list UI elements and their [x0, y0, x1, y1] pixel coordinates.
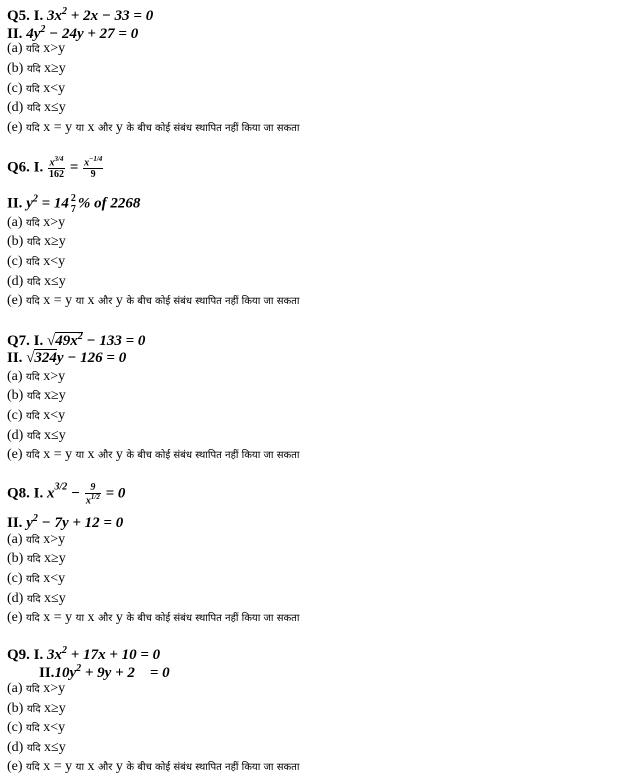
- option-text: y: [112, 120, 127, 135]
- q7-eq2: [7, 351, 126, 366]
- q5-eq1-exp: 2: [62, 6, 68, 17]
- option-yadi: यदि: [26, 704, 41, 715]
- q8-eq1-base: x: [47, 485, 55, 502]
- q5-option-c: [7, 82, 65, 96]
- q9-option-e: [7, 760, 299, 774]
- q6-lhs-fraction: [48, 156, 65, 180]
- option-relation: x≤y: [40, 428, 66, 443]
- q9-eq2-rest: + 9y + 2 = 0: [81, 665, 170, 681]
- option-letter: (e): [7, 610, 27, 625]
- q8-option-d: [7, 592, 66, 606]
- q5-option-a: [7, 42, 65, 56]
- option-yadi: यदि: [26, 103, 41, 114]
- option-relation: x>y: [39, 681, 66, 696]
- q7-eq2-radicand: 324: [34, 350, 57, 366]
- option-relation: x≤y: [40, 100, 66, 115]
- option-relation: x = y: [39, 610, 76, 625]
- q7-eq1-radicand: [55, 332, 83, 349]
- option-relation: x = y: [39, 447, 76, 462]
- q8-eq1-fraction: [85, 482, 101, 506]
- q6-lhs-num: [48, 156, 65, 169]
- option-letter: (c): [7, 254, 27, 269]
- q7-eq1-exp: 2: [77, 331, 83, 342]
- option-yadi: यदि: [26, 237, 41, 248]
- q7-option-d: [7, 429, 66, 443]
- q6-eq1: [7, 156, 104, 180]
- option-yadi: यदि: [26, 218, 40, 229]
- q5-eq2-term: 4y: [26, 26, 41, 42]
- q6-eq2-exp: 2: [32, 193, 38, 205]
- q6-option-b: [7, 235, 66, 249]
- q6-equals: =: [66, 159, 83, 176]
- sqrt-icon: √: [26, 350, 35, 366]
- q9-eq2-base: 10y: [54, 665, 77, 681]
- option-relation: x = y: [39, 120, 76, 135]
- q5-eq1-term: 3x: [47, 8, 63, 24]
- option-letter: (d): [7, 428, 27, 443]
- q6-option-d: [7, 275, 66, 289]
- q6-eq2-fraction: [70, 193, 77, 215]
- option-text: और: [98, 296, 113, 307]
- option-letter: (e): [7, 759, 27, 774]
- sqrt-icon: √: [47, 333, 56, 349]
- option-text: y: [112, 610, 127, 625]
- q7-option-a: [7, 370, 65, 384]
- q6-eq2-frac-num: 2: [70, 193, 76, 204]
- q7-eq1: [7, 332, 145, 349]
- q8-eq2-exp: 2: [32, 513, 38, 524]
- option-text: x: [84, 759, 99, 774]
- option-text: या: [75, 123, 85, 134]
- q6-rhs-base: x: [84, 157, 90, 169]
- option-relation: x>y: [39, 215, 66, 230]
- q5-eq2-exp: 2: [40, 24, 46, 35]
- option-text: के बीच कोई संबंध स्थापित नहीं किया जा सकता: [126, 123, 300, 134]
- q8-eq1-rest: = 0: [101, 485, 126, 502]
- q7-eq2-rest: y − 126 = 0: [56, 350, 127, 366]
- option-text: y: [112, 293, 127, 308]
- q7-label: Q7. I.: [7, 333, 48, 349]
- option-relation: x≤y: [40, 740, 66, 755]
- option-letter: (a): [7, 532, 27, 547]
- option-yadi: यदि: [26, 743, 41, 754]
- q5-option-b: [7, 62, 66, 76]
- option-relation: x≥y: [40, 234, 66, 249]
- q6-rhs-exp: −1/4: [89, 155, 103, 163]
- option-yadi: यदि: [26, 762, 40, 773]
- q6-eq2: [7, 193, 140, 215]
- option-text: के बीच कोई संबंध स्थापित नहीं किया जा सकता: [126, 613, 300, 624]
- q8-eq1-minus: −: [67, 485, 84, 502]
- q8-eq1-exp: 3/2: [54, 481, 68, 493]
- option-yadi: यदि: [26, 64, 41, 75]
- q8-frac-num: 9: [85, 482, 101, 494]
- option-yadi: यदि: [26, 277, 41, 288]
- option-letter: (b): [7, 234, 27, 249]
- option-yadi: यदि: [26, 723, 40, 734]
- option-yadi: यदि: [26, 684, 40, 695]
- option-relation: x≥y: [40, 61, 66, 76]
- q6-option-e: [7, 294, 299, 308]
- option-text: x: [84, 447, 99, 462]
- q9-option-d: [7, 741, 66, 755]
- q6-lhs-exp: 3/4: [54, 155, 64, 163]
- option-relation: x = y: [39, 759, 76, 774]
- q8-eq2-rest: − 7y + 12 = 0: [37, 515, 124, 531]
- q9-eq1: [7, 646, 160, 663]
- option-letter: (a): [7, 41, 27, 56]
- option-letter: (e): [7, 447, 27, 462]
- q5-eq1-rest: + 2x − 33 = 0: [67, 8, 154, 24]
- option-yadi: यदि: [26, 574, 40, 585]
- q5-eq2-label: II.: [7, 26, 27, 42]
- q6-lhs-base: x: [49, 157, 55, 169]
- q6-rhs-num: [83, 156, 103, 169]
- option-letter: (b): [7, 61, 27, 76]
- q9-eq2-exp: 2: [76, 663, 82, 674]
- q7-eq1-rest: − 133 = 0: [82, 333, 146, 349]
- option-letter: (d): [7, 100, 27, 115]
- option-letter: (c): [7, 81, 27, 96]
- q8-label: Q8. I.: [7, 485, 48, 502]
- option-text: और: [98, 450, 113, 461]
- q8-option-c: [7, 572, 65, 586]
- q8-option-e: [7, 611, 299, 625]
- q9-eq1-base: 3x: [47, 647, 63, 663]
- q9-option-c: [7, 721, 65, 735]
- option-relation: x = y: [39, 293, 76, 308]
- option-letter: (d): [7, 740, 27, 755]
- option-letter: (c): [7, 571, 27, 586]
- option-text: या: [75, 450, 85, 461]
- option-text: के बीच कोई संबंध स्थापित नहीं किया जा सकता: [126, 762, 300, 773]
- option-yadi: यदि: [26, 554, 41, 565]
- q6-rhs-den: 9: [90, 169, 96, 181]
- option-text: x: [84, 293, 99, 308]
- q5-eq2: [7, 25, 138, 42]
- q5-option-e: [7, 121, 299, 135]
- option-text: x: [84, 610, 99, 625]
- q7-option-e: [7, 448, 299, 462]
- option-text: y: [112, 759, 127, 774]
- option-letter: (e): [7, 120, 27, 135]
- option-relation: x>y: [39, 532, 66, 547]
- q8-eq2-base: y: [26, 515, 33, 531]
- option-relation: x<y: [39, 720, 66, 735]
- q6-label: Q6. I.: [7, 159, 48, 176]
- q9-option-a: [7, 682, 65, 696]
- option-yadi: यदि: [26, 431, 41, 442]
- q8-eq2-label: II.: [7, 515, 27, 531]
- q8-den-exp: 1/2: [90, 493, 100, 501]
- option-text: और: [98, 762, 113, 773]
- q5-option-d: [7, 101, 66, 115]
- option-relation: x<y: [39, 81, 66, 96]
- q8-option-a: [7, 533, 65, 547]
- option-text: और: [98, 123, 113, 134]
- q8-option-b: [7, 552, 66, 566]
- option-letter: (b): [7, 388, 27, 403]
- option-letter: (b): [7, 701, 27, 716]
- q6-lhs-den: 162: [49, 169, 65, 181]
- q5-eq2-rest: − 24y + 27 = 0: [45, 26, 139, 42]
- option-letter: (c): [7, 720, 27, 735]
- option-text: या: [75, 762, 85, 773]
- q7-option-b: [7, 389, 66, 403]
- option-relation: x≥y: [40, 701, 66, 716]
- q6-eq2-rest: % of 2268: [77, 195, 141, 212]
- option-relation: x>y: [39, 41, 66, 56]
- q9-eq2-label: II.: [39, 665, 55, 681]
- q6-eq2-frac-den: 7: [70, 204, 76, 215]
- option-text: के बीच कोई संबंध स्थापित नहीं किया जा सकता: [126, 450, 300, 461]
- option-yadi: यदि: [26, 450, 40, 461]
- q8-frac-den: [85, 494, 101, 506]
- option-relation: x≥y: [40, 551, 66, 566]
- q7-eq2-label: II.: [7, 350, 27, 366]
- q6-eq2-mid: = 14: [37, 195, 69, 212]
- option-letter: (d): [7, 274, 27, 289]
- q6-eq2-label: II.: [7, 195, 27, 212]
- q6-rhs-fraction: [83, 156, 103, 180]
- option-text: और: [98, 613, 113, 624]
- option-letter: (a): [7, 681, 27, 696]
- option-text: y: [112, 447, 127, 462]
- option-yadi: यदि: [26, 594, 41, 605]
- q5-label: Q5. I.: [7, 8, 48, 24]
- q9-option-b: [7, 702, 66, 716]
- option-yadi: यदि: [26, 535, 40, 546]
- option-text: के बीच कोई संबंध स्थापित नहीं किया जा सकता: [126, 296, 300, 307]
- q5-eq1: [7, 7, 153, 24]
- q6-option-c: [7, 255, 65, 269]
- q9-eq2: [39, 664, 170, 681]
- q8-den-base: x: [85, 495, 91, 507]
- option-yadi: यदि: [26, 84, 40, 95]
- q7-eq1-base: 49x: [55, 333, 78, 349]
- option-yadi: यदि: [26, 296, 40, 307]
- option-letter: (c): [7, 408, 27, 423]
- option-letter: (a): [7, 215, 27, 230]
- q7-option-c: [7, 409, 65, 423]
- option-letter: (d): [7, 591, 27, 606]
- option-relation: x≤y: [40, 591, 66, 606]
- q8-eq2: [7, 514, 123, 531]
- option-text: या: [75, 296, 85, 307]
- option-relation: x<y: [39, 571, 66, 586]
- option-relation: x>y: [39, 369, 66, 384]
- option-yadi: यदि: [26, 44, 40, 55]
- q8-eq1: [7, 482, 125, 506]
- option-yadi: यदि: [26, 613, 40, 624]
- option-yadi: यदि: [26, 372, 40, 383]
- option-yadi: यदि: [26, 411, 40, 422]
- option-yadi: यदि: [26, 123, 40, 134]
- option-yadi: यदि: [26, 257, 40, 268]
- q6-option-a: [7, 216, 65, 230]
- option-text: x: [84, 120, 99, 135]
- q9-label: Q9. I.: [7, 647, 48, 663]
- option-relation: x≤y: [40, 274, 66, 289]
- option-text: या: [75, 613, 85, 624]
- option-letter: (b): [7, 551, 27, 566]
- option-yadi: यदि: [26, 391, 41, 402]
- option-relation: x≥y: [40, 388, 66, 403]
- option-letter: (e): [7, 293, 27, 308]
- option-letter: (a): [7, 369, 27, 384]
- q9-eq1-rest: + 17x + 10 = 0: [67, 647, 161, 663]
- option-relation: x<y: [39, 408, 66, 423]
- q6-eq2-base: y: [26, 195, 33, 212]
- q9-eq1-exp: 2: [62, 645, 68, 656]
- option-relation: x<y: [39, 254, 66, 269]
